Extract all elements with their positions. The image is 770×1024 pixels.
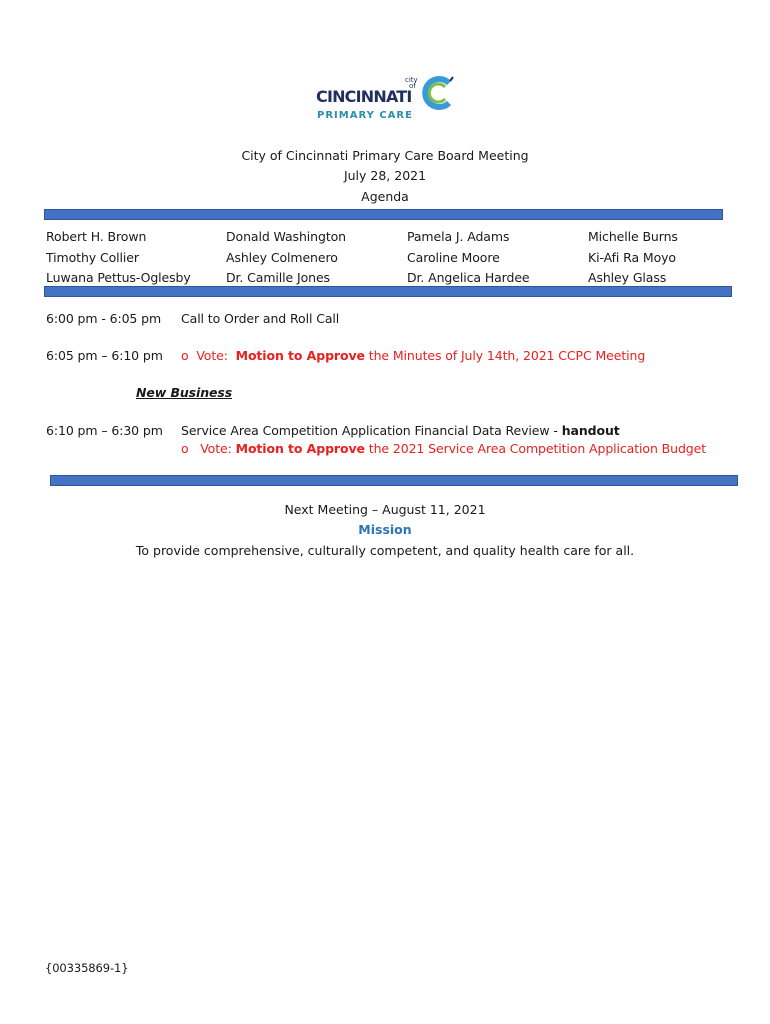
member-name: Ki-Afi Ra Moyo <box>588 249 676 265</box>
mission-statement: To provide comprehensive, culturally competent, and quality health care for all. <box>135 543 635 558</box>
new-business-heading: New Business <box>136 385 233 400</box>
vote-label: Vote: <box>200 441 232 456</box>
bullet-marker: o <box>181 348 189 363</box>
member-name: Dr. Camille Jones <box>226 270 330 285</box>
member-name: Pamela J. Adams <box>407 229 510 244</box>
logo-city-text: city <box>405 76 418 84</box>
member-name: Robert H. Brown <box>46 229 147 244</box>
logo-c-mark-icon <box>419 75 455 111</box>
vote-description: the 2021 Service Area Competition Application Budget <box>368 441 707 456</box>
bottom-divider-bar <box>50 475 738 486</box>
mission-heading: Mission <box>358 522 412 537</box>
members-column-1 <box>46 229 191 291</box>
agenda-item-1-time: 6:00 pm - 6:05 pm <box>46 311 162 326</box>
member-name: Timothy Collier <box>46 249 139 265</box>
vote-description: the Minutes of July 14th, 2021 CCPC Meeting <box>368 348 646 363</box>
logo-name: CINCINNATI <box>316 87 412 106</box>
member-name: Luwana Pettus-Oglesby <box>46 270 191 285</box>
member-name: Ashley Colmenero <box>226 249 338 265</box>
meeting-date: July 28, 2021 <box>343 168 427 183</box>
handout-label: handout <box>561 423 620 438</box>
members-column-2 <box>226 229 346 291</box>
members-column-3 <box>407 229 530 291</box>
document-type: Agenda <box>361 189 409 204</box>
member-name: Caroline Moore <box>407 249 500 265</box>
agenda-item-3-description: Service Area Competition Application Financial Data Review - <box>181 423 558 438</box>
logo-of-text: of <box>409 82 416 90</box>
bullet-marker: o <box>181 441 189 456</box>
members-column-4 <box>588 229 678 291</box>
agenda-item-3-text <box>181 423 620 438</box>
vote-label: Vote: <box>196 348 228 363</box>
member-name: Michelle Burns <box>588 229 678 244</box>
motion-to-approve: Motion to Approve <box>235 348 365 363</box>
member-name: Donald Washington <box>226 229 346 244</box>
agenda-item-1-text: Call to Order and Roll Call <box>181 311 340 326</box>
logo-subtitle: PRIMARY CARE <box>317 110 413 121</box>
member-name: Dr. Angelica Hardee <box>407 270 530 285</box>
city-of-cincinnati-primary-care-logo <box>316 73 456 125</box>
meeting-title: City of Cincinnati Primary Care Board Meeting <box>241 148 529 163</box>
agenda-item-3-vote <box>181 441 706 456</box>
top-divider-bar <box>44 209 723 220</box>
agenda-item-2-time: 6:05 pm – 6:10 pm <box>46 348 163 363</box>
members-divider-bar <box>44 286 732 297</box>
agenda-item-2-vote <box>181 348 645 363</box>
agenda-item-3-time: 6:10 pm – 6:30 pm <box>46 423 163 438</box>
member-name: Ashley Glass <box>588 270 667 285</box>
motion-to-approve: Motion to Approve <box>235 441 365 456</box>
next-meeting: Next Meeting – August 11, 2021 <box>284 502 486 517</box>
document-id: {00335869-1} <box>45 961 129 975</box>
